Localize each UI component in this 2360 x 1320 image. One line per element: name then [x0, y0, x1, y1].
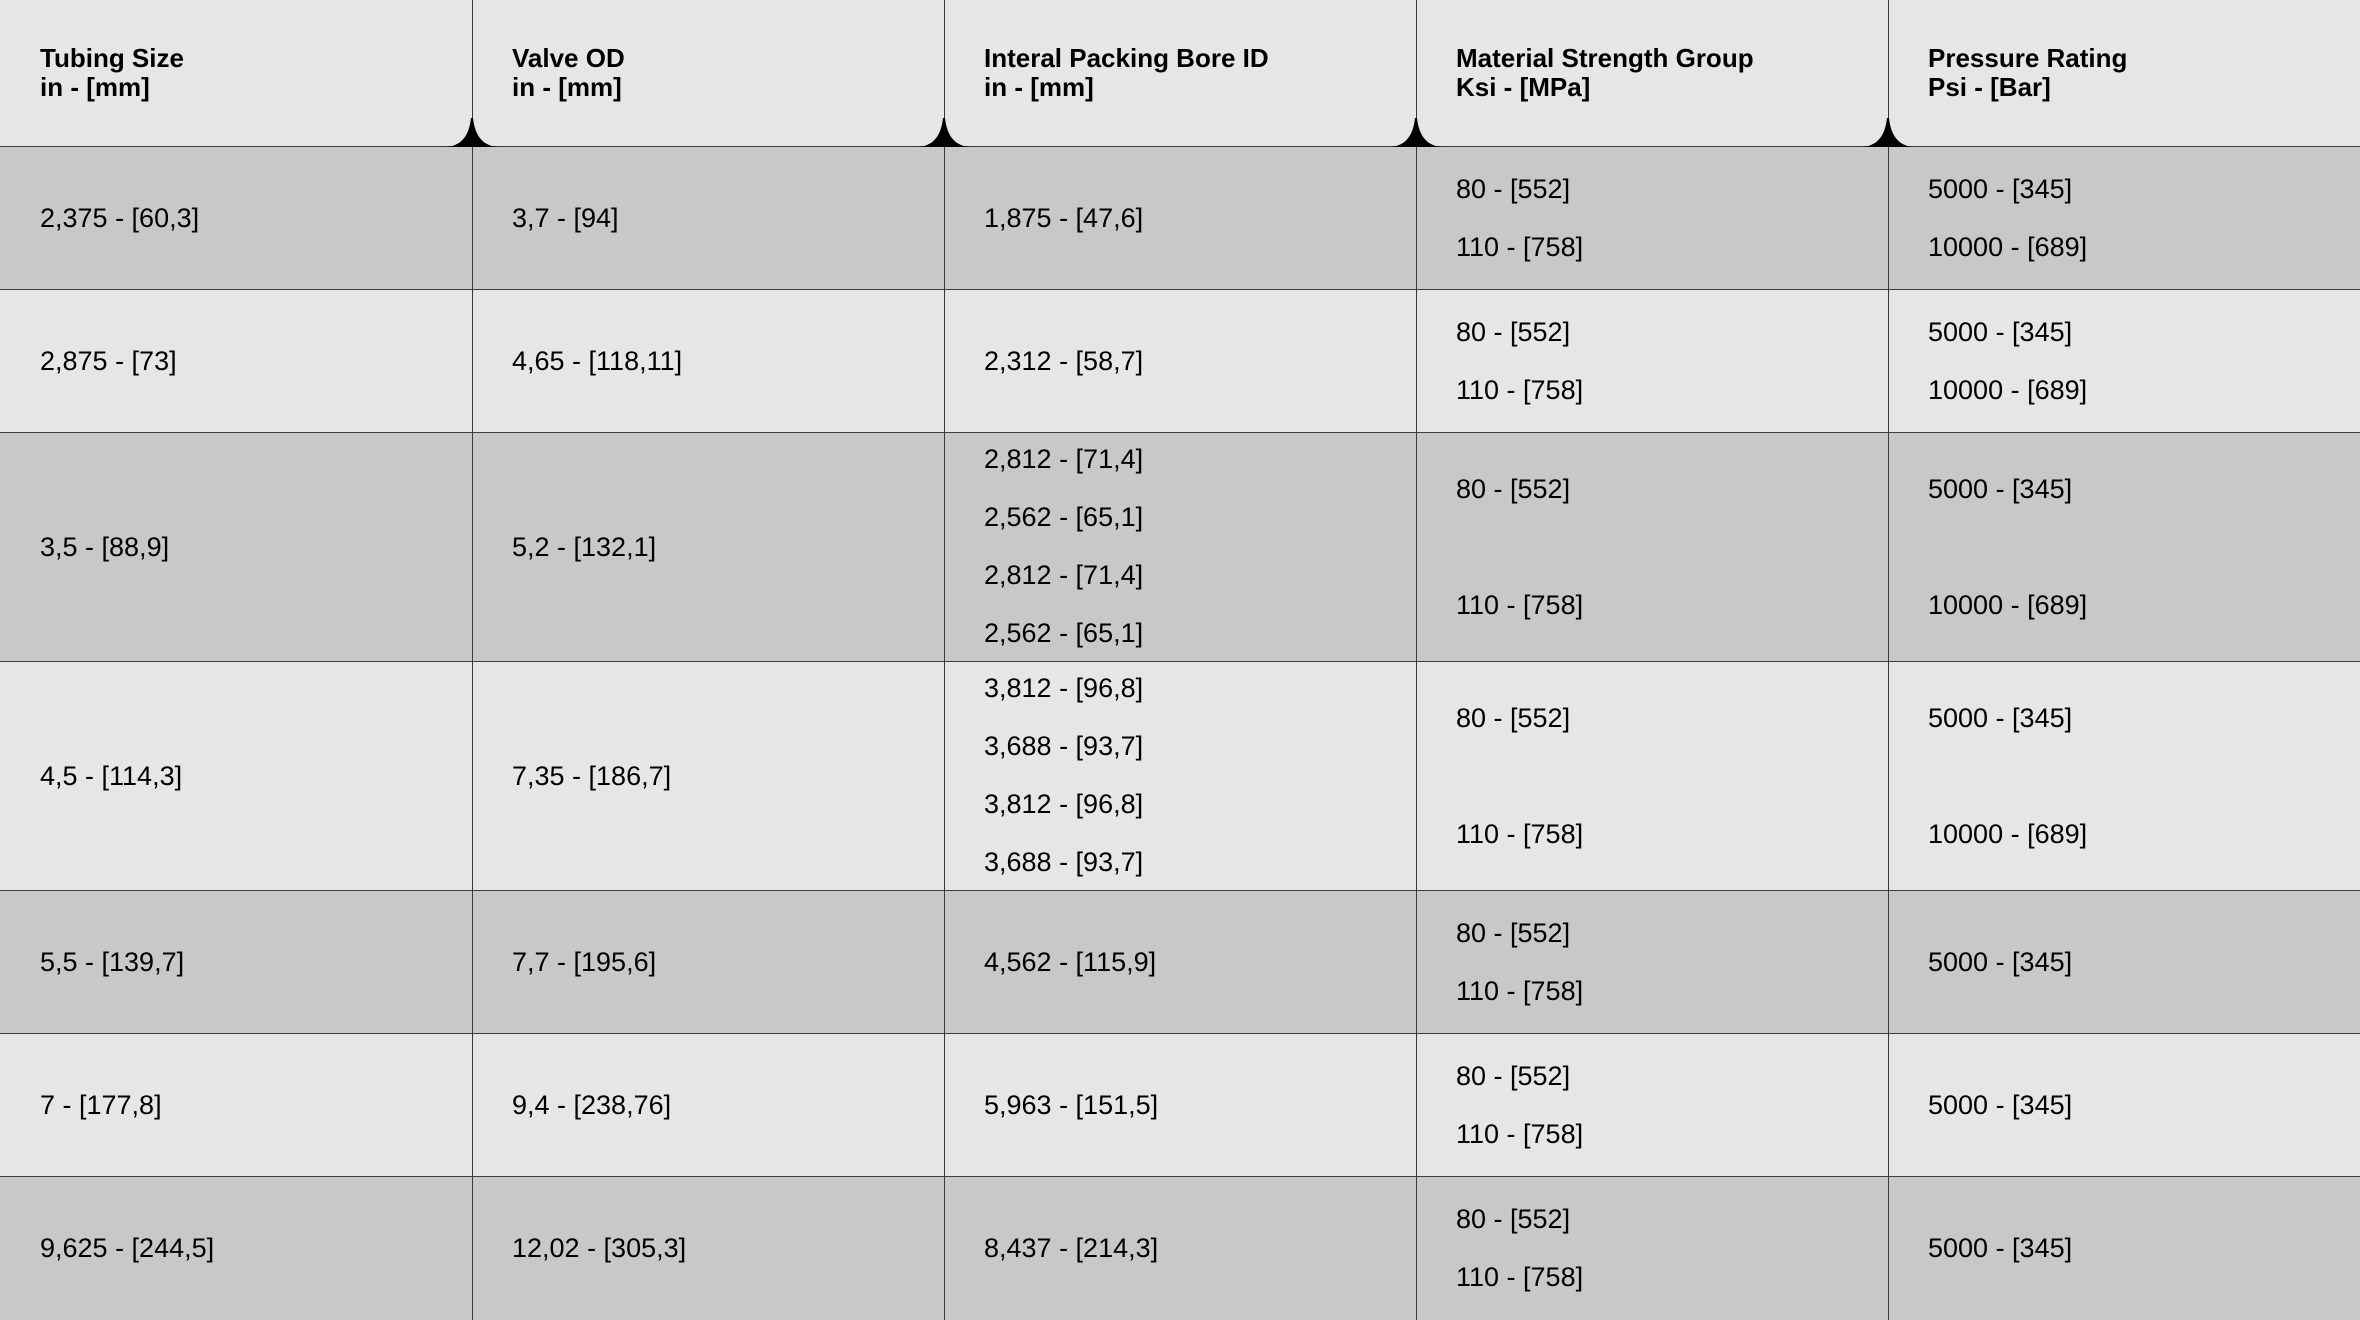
- table-header-row: [0, 0, 2360, 147]
- material-strength-value: 80 - [552]: [1456, 918, 1571, 948]
- header-material-strength-unit: Ksi - [MPa]: [1456, 72, 1591, 102]
- packing-bore-value: 3,812 - [96,8]: [984, 789, 1144, 819]
- table-row: [0, 661, 2360, 890]
- header-title-tubing-size: [40, 44, 184, 102]
- material-strength-value: 110 - [758]: [1456, 232, 1584, 262]
- cell-pressure-rating: [1888, 147, 2360, 289]
- header-title-pressure-rating: [1928, 44, 2127, 102]
- valve-od-value: 7,7 - [195,6]: [512, 947, 657, 977]
- packing-bore-value: 2,562 - [65,1]: [984, 502, 1144, 532]
- cell-material-strength: [1416, 1177, 1888, 1320]
- table-row: [0, 1033, 2360, 1176]
- packing-bore-value: 8,437 - [214,3]: [984, 1233, 1159, 1263]
- cell-packing-bore: [944, 891, 1416, 1033]
- tubing-size-value: 2,375 - [60,3]: [40, 203, 200, 233]
- header-tab-notch: [1388, 118, 1444, 147]
- pressure-rating-value: 5000 - [345]: [1928, 947, 2073, 977]
- cell-material-strength: [1416, 662, 1888, 890]
- material-strength-value: 110 - [758]: [1456, 375, 1584, 405]
- header-cell-tubing-size: [0, 0, 472, 147]
- cell-material-strength: [1416, 147, 1888, 289]
- cell-pressure-rating: [1888, 290, 2360, 432]
- table-row: [0, 432, 2360, 661]
- cell-pressure-rating: [1888, 891, 2360, 1033]
- tubing-size-value: 4,5 - [114,3]: [40, 761, 183, 791]
- header-divider: [0, 146, 2360, 147]
- column-divider: [1888, 0, 1889, 1320]
- header-tab-notch: [916, 118, 972, 147]
- header-packing-bore-unit: in - [mm]: [984, 72, 1094, 102]
- header-cell-valve-od: [472, 0, 944, 147]
- cell-pressure-rating: [1888, 1177, 2360, 1320]
- header-tubing-size-unit: in - [mm]: [40, 72, 150, 102]
- cell-material-strength: [1416, 433, 1888, 661]
- cell-packing-bore: [944, 147, 1416, 289]
- material-strength-value: 80 - [552]: [1456, 474, 1571, 504]
- header-cell-packing-bore: [944, 0, 1416, 147]
- packing-bore-value: 2,562 - [65,1]: [984, 618, 1144, 648]
- cell-tubing-size: [0, 290, 472, 432]
- valve-od-value: 12,02 - [305,3]: [512, 1233, 687, 1263]
- pressure-rating-value: 5000 - [345]: [1928, 1233, 2073, 1263]
- header-title-material-strength: [1456, 44, 1754, 102]
- cell-tubing-size: [0, 1177, 472, 1320]
- cell-tubing-size: [0, 1034, 472, 1176]
- cell-material-strength: [1416, 891, 1888, 1033]
- header-title-valve-od: [512, 44, 625, 102]
- packing-bore-value: 1,875 - [47,6]: [984, 203, 1144, 233]
- pressure-rating-value: 10000 - [689]: [1928, 232, 2088, 262]
- valve-od-value: 3,7 - [94]: [512, 203, 619, 233]
- material-strength-value: 110 - [758]: [1456, 976, 1584, 1006]
- cell-valve-od: [472, 1034, 944, 1176]
- table-row: [0, 146, 2360, 289]
- material-strength-value: 80 - [552]: [1456, 1204, 1571, 1234]
- pressure-rating-value: 5000 - [345]: [1928, 1090, 2073, 1120]
- tubing-size-value: 5,5 - [139,7]: [40, 947, 185, 977]
- tubing-size-value: 2,875 - [73]: [40, 346, 177, 376]
- table-row: [0, 890, 2360, 1033]
- packing-bore-value: 2,812 - [71,4]: [984, 560, 1144, 590]
- material-strength-value: 80 - [552]: [1456, 1061, 1571, 1091]
- pressure-rating-value: 5000 - [345]: [1928, 703, 2073, 733]
- header-pressure-rating-label: Pressure Rating: [1928, 43, 2128, 73]
- cell-valve-od: [472, 290, 944, 432]
- valve-od-value: 5,2 - [132,1]: [512, 532, 657, 562]
- header-valve-od-label: Valve OD: [512, 43, 625, 73]
- packing-bore-value: 3,688 - [93,7]: [984, 847, 1144, 877]
- material-strength-value: 80 - [552]: [1456, 174, 1571, 204]
- header-tab-notch: [444, 118, 500, 147]
- cell-valve-od: [472, 662, 944, 890]
- pressure-rating-value: 10000 - [689]: [1928, 375, 2088, 405]
- column-divider: [472, 0, 473, 1320]
- pressure-rating-value: 5000 - [345]: [1928, 474, 2073, 504]
- column-divider: [1416, 0, 1417, 1320]
- material-strength-value: 80 - [552]: [1456, 703, 1571, 733]
- material-strength-value: 110 - [758]: [1456, 1262, 1584, 1292]
- cell-pressure-rating: [1888, 1034, 2360, 1176]
- packing-bore-value: 4,562 - [115,9]: [984, 947, 1157, 977]
- cell-packing-bore: [944, 1034, 1416, 1176]
- pressure-rating-value: 10000 - [689]: [1928, 819, 2088, 849]
- cell-packing-bore: [944, 662, 1416, 890]
- cell-valve-od: [472, 1177, 944, 1320]
- pressure-rating-value: 10000 - [689]: [1928, 590, 2088, 620]
- cell-packing-bore: [944, 290, 1416, 432]
- cell-valve-od: [472, 891, 944, 1033]
- cell-tubing-size: [0, 662, 472, 890]
- cell-valve-od: [472, 433, 944, 661]
- table-row: [0, 289, 2360, 432]
- pressure-rating-value: 5000 - [345]: [1928, 174, 2073, 204]
- header-material-strength-label: Material Strength Group: [1456, 43, 1754, 73]
- packing-bore-value: 2,812 - [71,4]: [984, 444, 1144, 474]
- packing-bore-value: 3,812 - [96,8]: [984, 673, 1144, 703]
- packing-bore-value: 3,688 - [93,7]: [984, 731, 1144, 761]
- material-strength-value: 110 - [758]: [1456, 819, 1584, 849]
- header-pressure-rating-unit: Psi - [Bar]: [1928, 72, 2051, 102]
- header-tab-notch: [1860, 118, 1916, 147]
- packing-bore-value: 2,312 - [58,7]: [984, 346, 1144, 376]
- cell-pressure-rating: [1888, 662, 2360, 890]
- valve-od-value: 4,65 - [118,11]: [512, 346, 683, 376]
- cell-packing-bore: [944, 433, 1416, 661]
- valve-od-value: 7,35 - [186,7]: [512, 761, 672, 791]
- header-valve-od-unit: in - [mm]: [512, 72, 622, 102]
- cell-valve-od: [472, 147, 944, 289]
- pressure-rating-value: 5000 - [345]: [1928, 317, 2073, 347]
- material-strength-value: 110 - [758]: [1456, 590, 1584, 620]
- header-tubing-size-label: Tubing Size: [40, 43, 184, 73]
- cell-tubing-size: [0, 147, 472, 289]
- tubing-size-value: 7 - [177,8]: [40, 1090, 162, 1120]
- header-cell-pressure-rating: [1888, 0, 2360, 147]
- table-row: [0, 1176, 2360, 1320]
- material-strength-value: 110 - [758]: [1456, 1119, 1584, 1149]
- cell-pressure-rating: [1888, 433, 2360, 661]
- tubing-size-value: 3,5 - [88,9]: [40, 532, 170, 562]
- tubing-size-value: 9,625 - [244,5]: [40, 1233, 215, 1263]
- cell-material-strength: [1416, 290, 1888, 432]
- cell-packing-bore: [944, 1177, 1416, 1320]
- packing-bore-value: 5,963 - [151,5]: [984, 1090, 1159, 1120]
- header-packing-bore-label: Interal Packing Bore ID: [984, 43, 1269, 73]
- material-strength-value: 80 - [552]: [1456, 317, 1571, 347]
- cell-material-strength: [1416, 1034, 1888, 1176]
- cell-tubing-size: [0, 433, 472, 661]
- header-title-packing-bore: [984, 44, 1269, 102]
- column-divider: [944, 0, 945, 1320]
- valve-od-value: 9,4 - [238,76]: [512, 1090, 672, 1120]
- cell-tubing-size: [0, 891, 472, 1033]
- header-cell-material-strength: [1416, 0, 1888, 147]
